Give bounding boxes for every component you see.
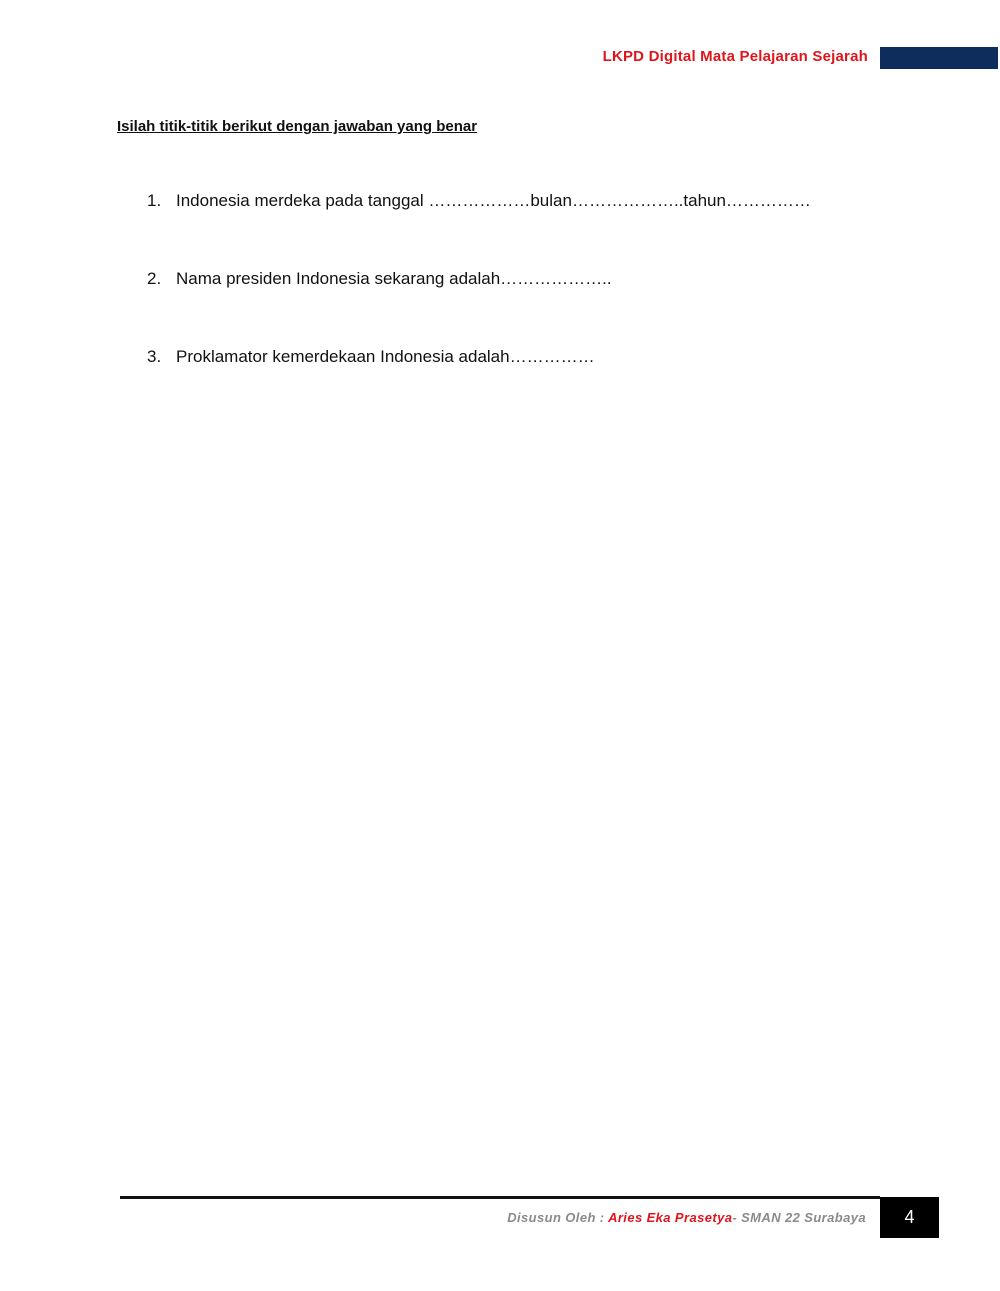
question-text: Proklamator kemerdekaan Indonesia adalah…………… [176, 347, 595, 366]
header-bar [880, 47, 998, 69]
question-item [147, 191, 811, 211]
question-number: 2. [147, 269, 162, 288]
header-title: LKPD Digital Mata Pelajaran Sejarah [602, 48, 868, 65]
question-text: Nama presiden Indonesia sekarang adalah……………….. [176, 269, 612, 288]
question-item [147, 269, 612, 289]
footer-prefix: Disusun Oleh : [507, 1210, 609, 1225]
question-item [147, 347, 595, 367]
question-number: 3. [147, 347, 162, 366]
footer-author: Aries Eka Prasetya [608, 1210, 733, 1225]
footer-divider [120, 1196, 880, 1199]
footer-school: - SMAN 22 Surabaya [732, 1210, 866, 1225]
footer-credit [507, 1210, 866, 1225]
question-text: Indonesia merdeka pada tanggal ………………bulan………………..tahun…………… [176, 191, 811, 210]
instruction-heading: Isilah titik-titik berikut dengan jawaban yang benar [117, 118, 478, 135]
question-number: 1. [147, 191, 162, 210]
page-number: 4 [880, 1197, 939, 1238]
